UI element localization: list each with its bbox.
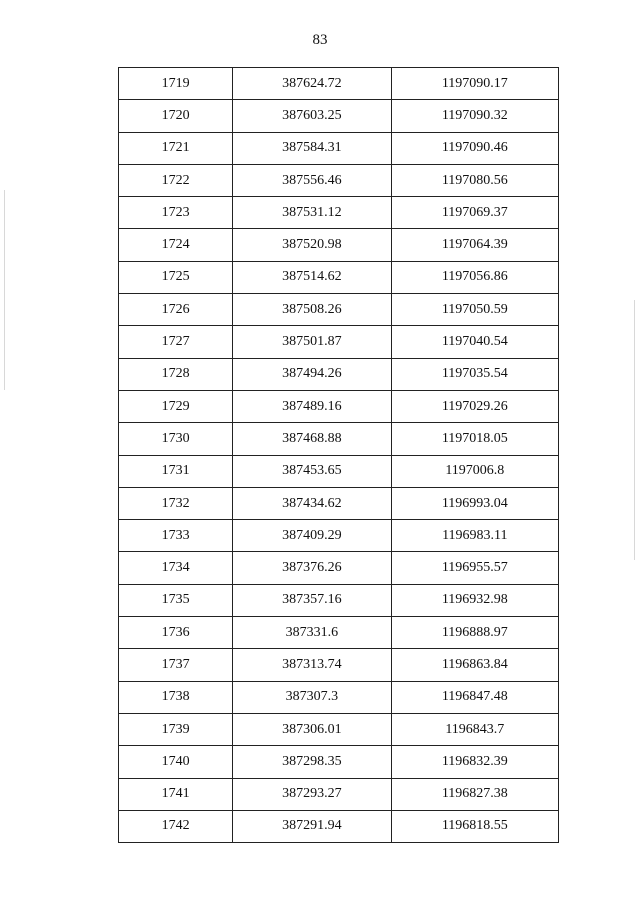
x-coordinate-cell: 387434.62 <box>233 487 391 519</box>
x-coordinate-cell: 387298.35 <box>233 746 391 778</box>
point-number-cell: 1723 <box>119 197 233 229</box>
table-row <box>119 778 559 810</box>
x-coordinate-cell: 387468.88 <box>233 423 391 455</box>
y-coordinate-cell: 1197040.54 <box>391 326 558 358</box>
point-number-cell: 1742 <box>119 810 233 842</box>
y-coordinate-cell: 1196863.84 <box>391 649 558 681</box>
point-number-cell: 1730 <box>119 423 233 455</box>
x-coordinate-cell: 387603.25 <box>233 100 391 132</box>
table-row <box>119 746 559 778</box>
y-coordinate-cell: 1197064.39 <box>391 229 558 261</box>
table-row <box>119 520 559 552</box>
x-coordinate-cell: 387531.12 <box>233 197 391 229</box>
table-row <box>119 423 559 455</box>
table-row <box>119 68 559 100</box>
x-coordinate-cell: 387501.87 <box>233 326 391 358</box>
x-coordinate-cell: 387306.01 <box>233 713 391 745</box>
point-number-cell: 1734 <box>119 552 233 584</box>
y-coordinate-cell: 1197018.05 <box>391 423 558 455</box>
y-coordinate-cell: 1197006.8 <box>391 455 558 487</box>
table-row <box>119 132 559 164</box>
x-coordinate-cell: 387331.6 <box>233 617 391 649</box>
x-coordinate-cell: 387624.72 <box>233 68 391 100</box>
table-row <box>119 358 559 390</box>
point-number-cell: 1725 <box>119 261 233 293</box>
point-number-cell: 1721 <box>119 132 233 164</box>
y-coordinate-cell: 1196827.38 <box>391 778 558 810</box>
point-number-cell: 1722 <box>119 164 233 196</box>
y-coordinate-cell: 1196993.04 <box>391 487 558 519</box>
point-number-cell: 1736 <box>119 617 233 649</box>
point-number-cell: 1728 <box>119 358 233 390</box>
x-coordinate-cell: 387307.3 <box>233 681 391 713</box>
table-row <box>119 326 559 358</box>
point-number-cell: 1719 <box>119 68 233 100</box>
y-coordinate-cell: 1197090.17 <box>391 68 558 100</box>
x-coordinate-cell: 387376.26 <box>233 552 391 584</box>
point-number-cell: 1720 <box>119 100 233 132</box>
point-number-cell: 1739 <box>119 713 233 745</box>
y-coordinate-cell: 1196932.98 <box>391 584 558 616</box>
x-coordinate-cell: 387409.29 <box>233 520 391 552</box>
x-coordinate-cell: 387489.16 <box>233 390 391 422</box>
table-row <box>119 164 559 196</box>
point-number-cell: 1732 <box>119 487 233 519</box>
x-coordinate-cell: 387293.27 <box>233 778 391 810</box>
table-row <box>119 390 559 422</box>
y-coordinate-cell: 1196955.57 <box>391 552 558 584</box>
y-coordinate-cell: 1196983.11 <box>391 520 558 552</box>
x-coordinate-cell: 387556.46 <box>233 164 391 196</box>
y-coordinate-cell: 1197035.54 <box>391 358 558 390</box>
x-coordinate-cell: 387494.26 <box>233 358 391 390</box>
table-row <box>119 681 559 713</box>
y-coordinate-cell: 1197090.32 <box>391 100 558 132</box>
table-row <box>119 552 559 584</box>
y-coordinate-cell: 1196843.7 <box>391 713 558 745</box>
point-number-cell: 1727 <box>119 326 233 358</box>
table-row <box>119 455 559 487</box>
x-coordinate-cell: 387584.31 <box>233 132 391 164</box>
table-row <box>119 713 559 745</box>
table-row <box>119 261 559 293</box>
table-row <box>119 197 559 229</box>
point-number-cell: 1729 <box>119 390 233 422</box>
y-coordinate-cell: 1197090.46 <box>391 132 558 164</box>
y-coordinate-cell: 1197080.56 <box>391 164 558 196</box>
point-number-cell: 1735 <box>119 584 233 616</box>
x-coordinate-cell: 387291.94 <box>233 810 391 842</box>
table-row <box>119 100 559 132</box>
y-coordinate-cell: 1197050.59 <box>391 294 558 326</box>
point-number-cell: 1738 <box>119 681 233 713</box>
table-row <box>119 584 559 616</box>
table-row <box>119 229 559 261</box>
point-number-cell: 1731 <box>119 455 233 487</box>
table-row <box>119 617 559 649</box>
scan-edge-mark-left <box>4 190 5 390</box>
x-coordinate-cell: 387508.26 <box>233 294 391 326</box>
y-coordinate-cell: 1197056.86 <box>391 261 558 293</box>
scan-edge-mark-right <box>634 300 635 560</box>
y-coordinate-cell: 1196888.97 <box>391 617 558 649</box>
y-coordinate-cell: 1196847.48 <box>391 681 558 713</box>
point-number-cell: 1741 <box>119 778 233 810</box>
table-row <box>119 649 559 681</box>
point-number-cell: 1724 <box>119 229 233 261</box>
point-number-cell: 1726 <box>119 294 233 326</box>
point-number-cell: 1737 <box>119 649 233 681</box>
point-number-cell: 1733 <box>119 520 233 552</box>
y-coordinate-cell: 1197029.26 <box>391 390 558 422</box>
coordinate-table <box>118 67 559 843</box>
y-coordinate-cell: 1196818.55 <box>391 810 558 842</box>
table-row <box>119 487 559 519</box>
point-number-cell: 1740 <box>119 746 233 778</box>
x-coordinate-cell: 387357.16 <box>233 584 391 616</box>
page-number: 83 <box>312 32 328 48</box>
y-coordinate-cell: 1196832.39 <box>391 746 558 778</box>
x-coordinate-cell: 387514.62 <box>233 261 391 293</box>
x-coordinate-cell: 387453.65 <box>233 455 391 487</box>
coordinate-table-body <box>119 68 559 843</box>
y-coordinate-cell: 1197069.37 <box>391 197 558 229</box>
table-row <box>119 810 559 842</box>
x-coordinate-cell: 387520.98 <box>233 229 391 261</box>
table-row <box>119 294 559 326</box>
x-coordinate-cell: 387313.74 <box>233 649 391 681</box>
